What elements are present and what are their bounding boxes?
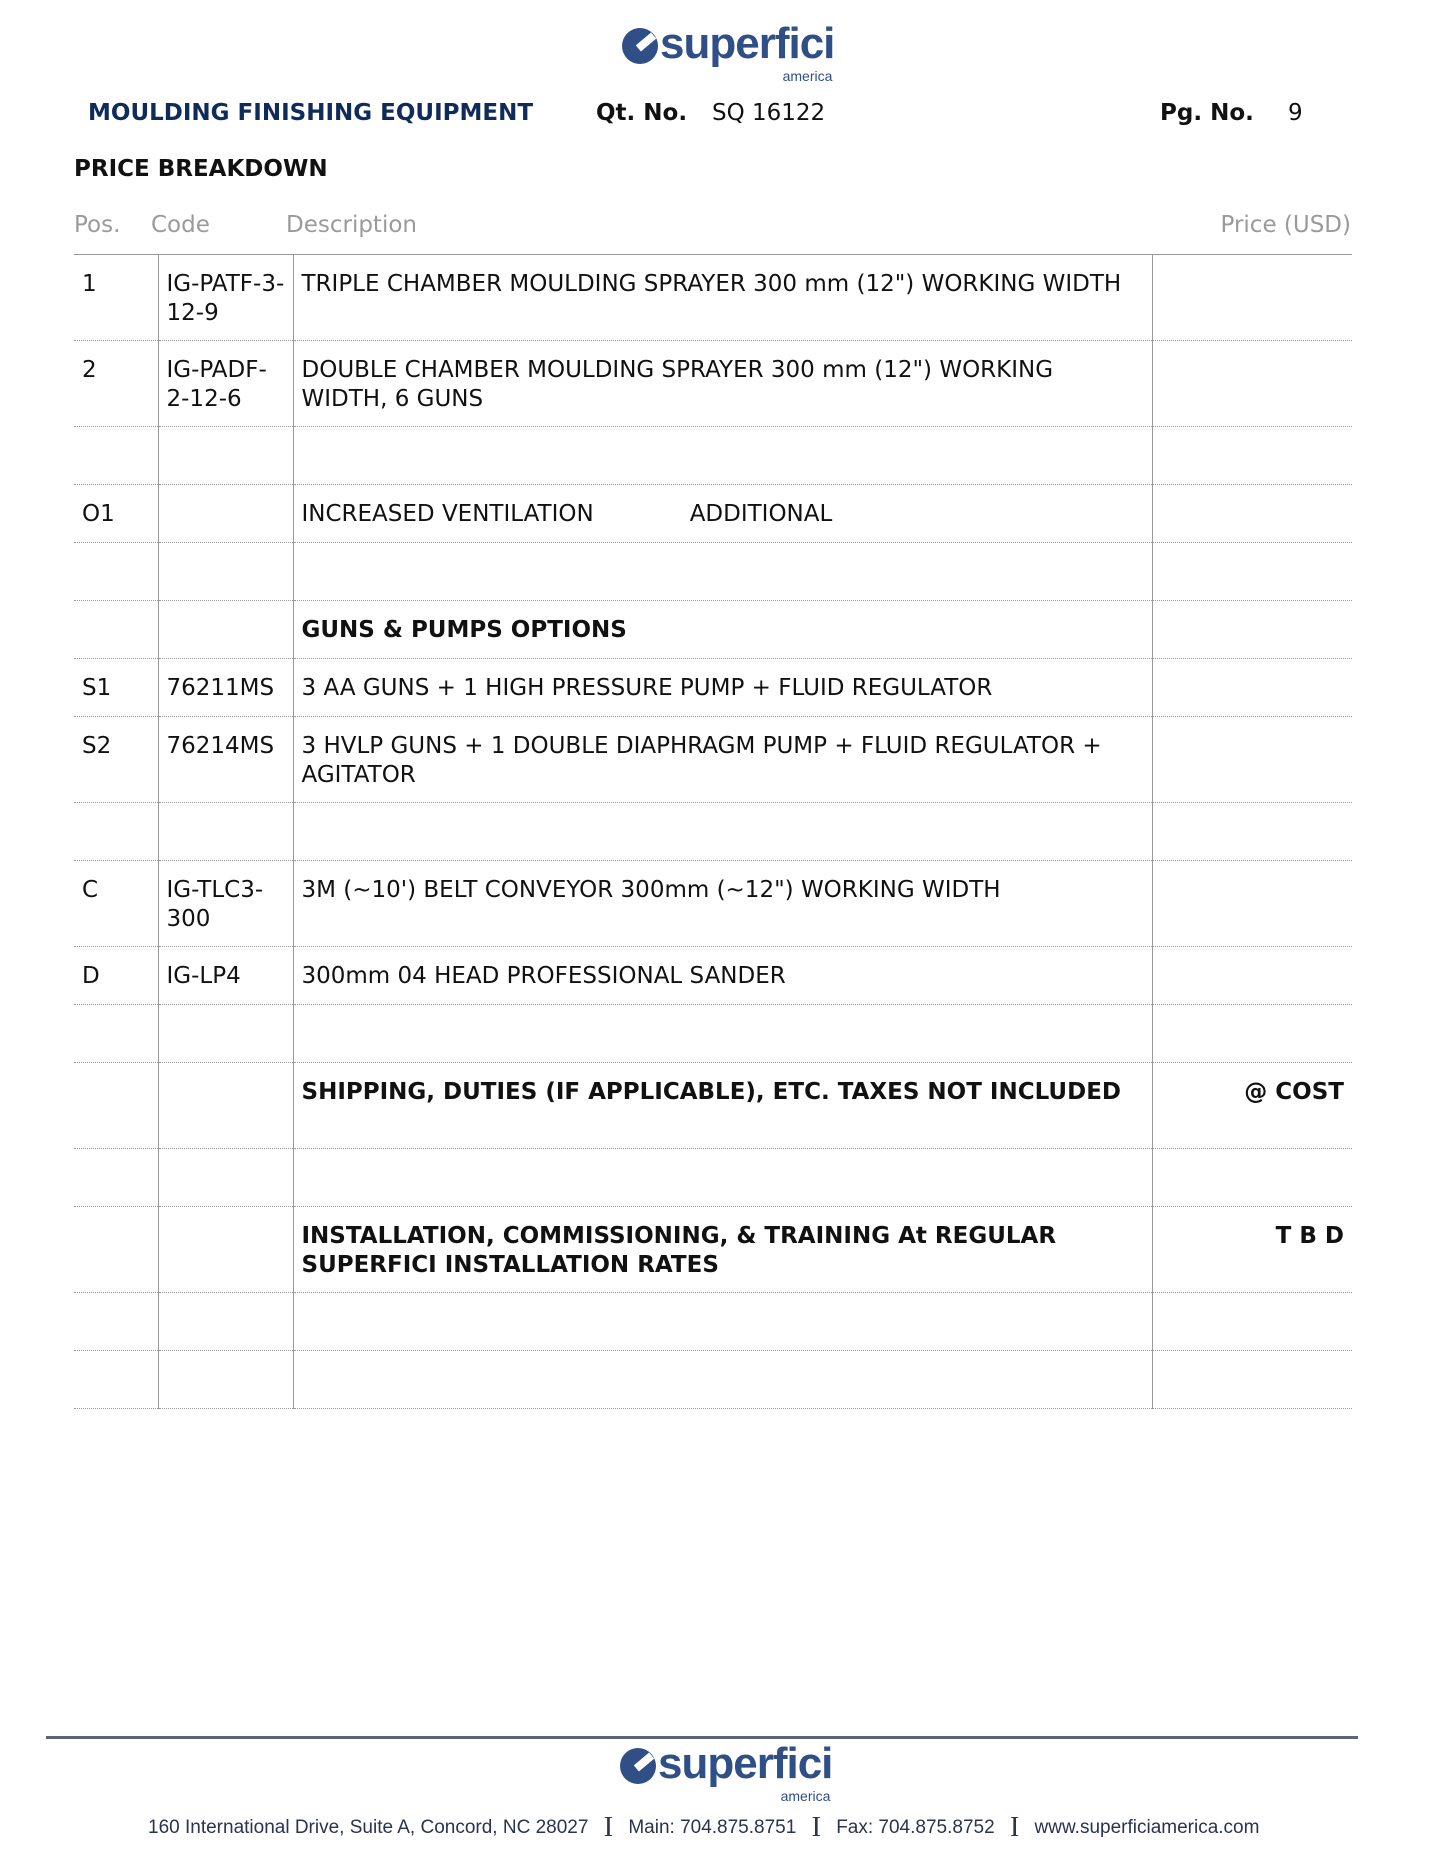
table-row	[74, 659, 1352, 717]
description-cell: DOUBLE CHAMBER MOULDING SPRAYER 300 mm (12") WORKING WIDTH, 6 GUNS	[293, 341, 1152, 427]
description-cell: 3M (~10') BELT CONVEYOR 300mm (~12") WORKING WIDTH	[293, 861, 1152, 947]
pos-cell	[74, 543, 158, 601]
table-row	[74, 543, 1352, 601]
code-cell	[158, 1005, 293, 1063]
price-cell	[1152, 861, 1352, 947]
pos-cell	[74, 803, 158, 861]
code-cell: IG-PADF-2-12-6	[158, 341, 293, 427]
pos-cell: O1	[74, 485, 158, 543]
table-row	[74, 1063, 1352, 1149]
logo-wordmark: superfici	[660, 19, 835, 68]
logo-subtitle: america	[780, 1788, 831, 1804]
pos-cell	[74, 1005, 158, 1063]
section-heading-cell: GUNS & PUMPS OPTIONS	[293, 601, 1152, 659]
page-number-value: 9	[1288, 100, 1303, 126]
quote-number-value: SQ 16122	[712, 100, 826, 126]
table-row	[74, 1149, 1352, 1207]
table-row	[74, 1293, 1352, 1351]
logo-subtitle: america	[782, 68, 833, 84]
code-cell: IG-PATF-3-12-9	[158, 255, 293, 341]
footer-separator: I	[811, 1812, 821, 1843]
pos-cell	[74, 1149, 158, 1207]
table-row	[74, 427, 1352, 485]
table-row	[74, 947, 1352, 1005]
price-cell	[1152, 947, 1352, 1005]
table-row	[74, 255, 1352, 341]
pos-cell	[74, 1351, 158, 1409]
description-cell: 3 HVLP GUNS + 1 DOUBLE DIAPHRAGM PUMP + FLUID REGULATOR + AGITATOR	[293, 717, 1152, 803]
description-cell	[293, 1293, 1152, 1351]
pos-cell	[74, 601, 158, 659]
price-cell	[1152, 485, 1352, 543]
code-cell	[158, 803, 293, 861]
pos-cell	[74, 1063, 158, 1149]
table-row	[74, 1207, 1352, 1293]
code-cell	[158, 485, 293, 543]
table-row	[74, 803, 1352, 861]
code-cell	[158, 1149, 293, 1207]
pos-cell: C	[74, 861, 158, 947]
logo-mark-icon	[620, 1748, 656, 1784]
page-number-label: Pg. No.	[1160, 100, 1254, 126]
company-logo-footer	[620, 1739, 833, 1804]
description-cell	[293, 803, 1152, 861]
description-cell: SHIPPING, DUTIES (IF APPLICABLE), ETC. TAXES NOT INCLUDED	[293, 1063, 1152, 1149]
description-cell: TRIPLE CHAMBER MOULDING SPRAYER 300 mm (12") WORKING WIDTH	[293, 255, 1152, 341]
table-row	[74, 601, 1352, 659]
description-cell	[293, 1149, 1152, 1207]
table-row	[74, 1005, 1352, 1063]
pos-cell: S1	[74, 659, 158, 717]
description-cell	[293, 485, 1152, 543]
footer-separator: I	[603, 1812, 614, 1843]
column-header-pos: Pos.	[74, 212, 121, 238]
logo-wordmark: superfici	[658, 1739, 833, 1788]
code-cell: 76211MS	[158, 659, 293, 717]
code-cell	[158, 427, 293, 485]
description-cell	[293, 1351, 1152, 1409]
description-cell: 3 AA GUNS + 1 HIGH PRESSURE PUMP + FLUID REGULATOR	[293, 659, 1152, 717]
price-cell	[1152, 1149, 1352, 1207]
footer-contact	[148, 1812, 1259, 1844]
code-cell	[158, 1293, 293, 1351]
table-row	[74, 485, 1352, 543]
table-row	[74, 341, 1352, 427]
price-cell: @ COST	[1152, 1063, 1352, 1149]
price-cell	[1152, 543, 1352, 601]
price-breakdown-table	[74, 254, 1352, 1409]
price-cell	[1152, 717, 1352, 803]
price-cell	[1152, 427, 1352, 485]
pos-cell	[74, 1207, 158, 1293]
description-cell	[293, 543, 1152, 601]
price-cell	[1152, 1293, 1352, 1351]
section-title: PRICE BREAKDOWN	[74, 156, 328, 182]
code-cell	[158, 1063, 293, 1149]
code-cell	[158, 1207, 293, 1293]
pos-cell	[74, 427, 158, 485]
column-header-code: Code	[151, 212, 210, 238]
footer-website-link[interactable]: www.superficiamerica.com	[1034, 1817, 1260, 1838]
description-cell: INSTALLATION, COMMISSIONING, & TRAINING At REGULAR SUPERFICI INSTALLATION RATES	[293, 1207, 1152, 1293]
document-title: MOULDING FINISHING EQUIPMENT	[88, 100, 534, 126]
description-cell	[293, 427, 1152, 485]
price-cell	[1152, 659, 1352, 717]
company-logo-top	[622, 19, 835, 84]
footer-address: 160 International Drive, Suite A, Concord, NC 28027	[148, 1817, 589, 1838]
pos-cell: 1	[74, 255, 158, 341]
pos-cell: 2	[74, 341, 158, 427]
footer-main-phone: Main: 704.875.8751	[628, 1817, 797, 1838]
price-cell	[1152, 803, 1352, 861]
code-cell	[158, 543, 293, 601]
logo-mark-icon	[622, 28, 658, 64]
quote-number-label: Qt. No.	[596, 100, 688, 126]
price-cell: T B D	[1152, 1207, 1352, 1293]
table-row	[74, 861, 1352, 947]
code-cell: IG-LP4	[158, 947, 293, 1005]
price-cell	[1152, 341, 1352, 427]
price-cell	[1152, 1351, 1352, 1409]
table-row	[74, 717, 1352, 803]
pos-cell	[74, 1293, 158, 1351]
additional-label: ADDITIONAL	[689, 501, 833, 527]
code-cell	[158, 601, 293, 659]
code-cell: IG-TLC3-300	[158, 861, 293, 947]
document-header	[88, 100, 1358, 130]
footer-separator: I	[1009, 1812, 1020, 1843]
pos-cell: S2	[74, 717, 158, 803]
column-header-price: Price (USD)	[1220, 212, 1351, 238]
table-row	[74, 1351, 1352, 1409]
code-cell	[158, 1351, 293, 1409]
description-text: INCREASED VENTILATION	[301, 501, 594, 527]
price-cell	[1152, 255, 1352, 341]
description-cell: 300mm 04 HEAD PROFESSIONAL SANDER	[293, 947, 1152, 1005]
column-header-description: Description	[286, 212, 417, 238]
code-cell: 76214MS	[158, 717, 293, 803]
description-cell	[293, 1005, 1152, 1063]
pos-cell: D	[74, 947, 158, 1005]
footer-fax: Fax: 704.875.8752	[836, 1817, 995, 1838]
price-cell	[1152, 1005, 1352, 1063]
price-cell	[1152, 601, 1352, 659]
